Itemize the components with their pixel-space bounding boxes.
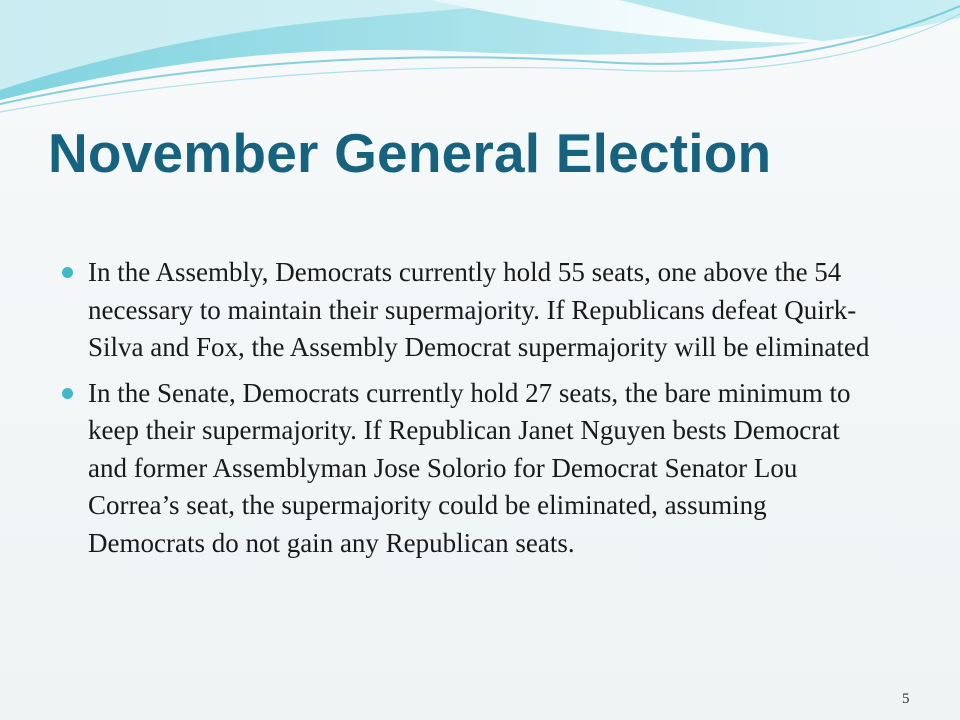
slide-title: November General Election bbox=[48, 122, 772, 184]
decorative-wave-banner bbox=[0, 0, 960, 120]
page-number: 5 bbox=[902, 691, 910, 707]
bullet-list bbox=[62, 254, 882, 570]
bullet-dot-icon bbox=[62, 388, 73, 399]
bullet-dot-icon bbox=[62, 267, 73, 278]
bullet-text-senate: In the Senate, Democrats currently hold 27 seats, the bare minimum to keep their supermajority. If Republican Janet Nguyen bests Democrat and former Assemblyman Jose Solorio for Democrat Senator Lou Correa’s seat, the supermajority could be eliminated, assuming Democrats do not gain any Republican seats. bbox=[88, 377, 851, 558]
bullet-item-assembly bbox=[62, 254, 882, 367]
bullet-text-assembly: In the Assembly, Democrats currently hold 55 seats, one above the 54 necessary to maintain their supermajority. If Republicans defeat Quirk-Silva and Fox, the Assembly Democrat supermajority will be eliminated bbox=[88, 257, 870, 362]
bullet-item-senate bbox=[62, 375, 882, 563]
